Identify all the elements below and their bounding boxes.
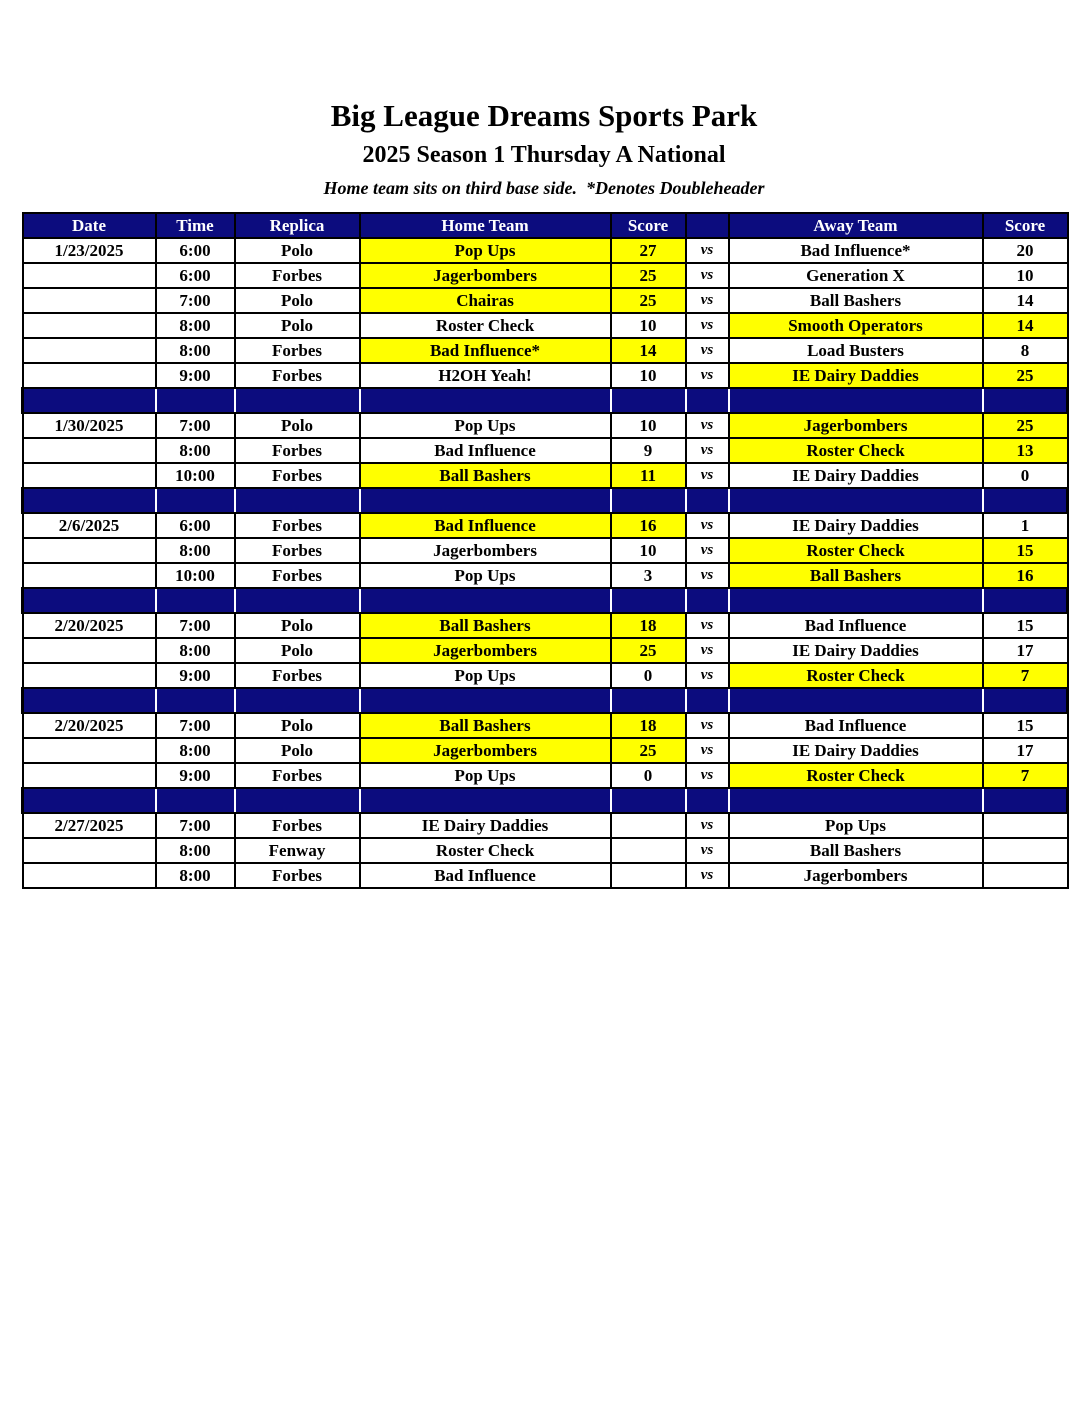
separator-cell [686, 588, 729, 613]
away-team-cell: Roster Check [729, 538, 983, 563]
home-score-cell [611, 813, 686, 838]
replica-cell: Forbes [235, 463, 360, 488]
game-row [23, 338, 1068, 363]
home-score-cell: 10 [611, 413, 686, 438]
time-cell: 8:00 [156, 738, 235, 763]
home-score-cell [611, 838, 686, 863]
away-score-cell: 14 [983, 288, 1068, 313]
home-team-cell: H2OH Yeah! [360, 363, 611, 388]
vs-cell: vs [686, 288, 729, 313]
header-home-score: Score [611, 213, 686, 238]
vs-cell: vs [686, 413, 729, 438]
away-team-cell: Bad Influence [729, 613, 983, 638]
time-cell: 8:00 [156, 638, 235, 663]
time-cell: 9:00 [156, 663, 235, 688]
home-score-cell: 0 [611, 663, 686, 688]
separator-cell [23, 588, 156, 613]
home-team-cell: Jagerbombers [360, 538, 611, 563]
home-score-cell: 14 [611, 338, 686, 363]
away-team-cell: Roster Check [729, 438, 983, 463]
game-row [23, 713, 1068, 738]
vs-cell: vs [686, 863, 729, 888]
vs-cell: vs [686, 713, 729, 738]
vs-cell: vs [686, 663, 729, 688]
away-score-cell: 0 [983, 463, 1068, 488]
game-row [23, 638, 1068, 663]
separator-cell [235, 488, 360, 513]
date-cell [23, 463, 156, 488]
separator-cell [23, 388, 156, 413]
header-vs-spacer [686, 213, 729, 238]
replica-cell: Forbes [235, 813, 360, 838]
header-time: Time [156, 213, 235, 238]
home-team-cell: Chairas [360, 288, 611, 313]
away-score-cell: 15 [983, 713, 1068, 738]
home-score-cell: 16 [611, 513, 686, 538]
separator-cell [23, 788, 156, 813]
home-team-cell: Bad Influence [360, 863, 611, 888]
date-cell [23, 863, 156, 888]
away-team-cell: Bad Influence [729, 713, 983, 738]
home-team-cell: Pop Ups [360, 663, 611, 688]
date-cell [23, 738, 156, 763]
away-team-cell: IE Dairy Daddies [729, 738, 983, 763]
page-note: Home team sits on third base side. *Denotes Doubleheader [323, 178, 765, 199]
time-cell: 7:00 [156, 713, 235, 738]
separator-cell [360, 488, 611, 513]
away-team-cell: Bad Influence* [729, 238, 983, 263]
away-team-cell: Load Busters [729, 338, 983, 363]
time-cell: 7:00 [156, 288, 235, 313]
date-cell [23, 538, 156, 563]
replica-cell: Forbes [235, 763, 360, 788]
date-cell: 2/20/2025 [23, 613, 156, 638]
home-team-cell: Pop Ups [360, 238, 611, 263]
vs-cell: vs [686, 813, 729, 838]
game-row [23, 413, 1068, 438]
game-row [23, 463, 1068, 488]
home-score-cell: 9 [611, 438, 686, 463]
home-team-cell: Ball Bashers [360, 713, 611, 738]
home-team-cell: Bad Influence [360, 513, 611, 538]
away-score-cell: 7 [983, 663, 1068, 688]
title-block [0, 98, 1088, 199]
time-cell: 9:00 [156, 763, 235, 788]
time-cell: 6:00 [156, 263, 235, 288]
away-team-cell: Roster Check [729, 663, 983, 688]
separator-cell [983, 388, 1068, 413]
time-cell: 6:00 [156, 238, 235, 263]
home-score-cell: 25 [611, 738, 686, 763]
separator-cell [611, 588, 686, 613]
separator-cell [360, 588, 611, 613]
date-cell [23, 288, 156, 313]
home-team-cell: Pop Ups [360, 563, 611, 588]
vs-cell: vs [686, 838, 729, 863]
separator-cell [611, 688, 686, 713]
vs-cell: vs [686, 563, 729, 588]
replica-cell: Polo [235, 613, 360, 638]
away-team-cell: IE Dairy Daddies [729, 463, 983, 488]
away-score-cell: 15 [983, 538, 1068, 563]
away-score-cell [983, 863, 1068, 888]
vs-cell: vs [686, 513, 729, 538]
away-score-cell: 13 [983, 438, 1068, 463]
separator-cell [360, 688, 611, 713]
game-row [23, 238, 1068, 263]
vs-cell: vs [686, 313, 729, 338]
home-team-cell: Jagerbombers [360, 738, 611, 763]
date-cell: 2/20/2025 [23, 713, 156, 738]
home-score-cell: 18 [611, 713, 686, 738]
game-row [23, 863, 1068, 888]
separator-cell [729, 388, 983, 413]
separator-cell [156, 388, 235, 413]
time-cell: 8:00 [156, 438, 235, 463]
time-cell: 7:00 [156, 813, 235, 838]
separator-cell [156, 588, 235, 613]
separator-cell [360, 788, 611, 813]
away-team-cell: Ball Bashers [729, 288, 983, 313]
home-score-cell: 11 [611, 463, 686, 488]
separator-cell [156, 488, 235, 513]
separator-cell [611, 788, 686, 813]
away-score-cell: 17 [983, 738, 1068, 763]
separator-row [23, 488, 1068, 513]
home-score-cell: 25 [611, 638, 686, 663]
away-score-cell: 15 [983, 613, 1068, 638]
date-cell: 1/30/2025 [23, 413, 156, 438]
schedule-table [21, 212, 1069, 889]
away-score-cell: 10 [983, 263, 1068, 288]
replica-cell: Forbes [235, 363, 360, 388]
home-team-cell: Ball Bashers [360, 613, 611, 638]
home-team-cell: IE Dairy Daddies [360, 813, 611, 838]
separator-cell [686, 688, 729, 713]
home-team-cell: Ball Bashers [360, 463, 611, 488]
header-home-team: Home Team [360, 213, 611, 238]
away-score-cell: 1 [983, 513, 1068, 538]
separator-cell [235, 388, 360, 413]
game-row [23, 288, 1068, 313]
replica-cell: Polo [235, 238, 360, 263]
replica-cell: Polo [235, 288, 360, 313]
home-team-cell: Roster Check [360, 313, 611, 338]
separator-cell [983, 688, 1068, 713]
replica-cell: Polo [235, 313, 360, 338]
schedule-table-body [23, 238, 1068, 888]
separator-cell [729, 688, 983, 713]
home-team-cell: Jagerbombers [360, 638, 611, 663]
header-away-score: Score [983, 213, 1068, 238]
date-cell [23, 313, 156, 338]
date-cell [23, 338, 156, 363]
date-cell [23, 838, 156, 863]
vs-cell: vs [686, 238, 729, 263]
separator-cell [156, 688, 235, 713]
separator-cell [156, 788, 235, 813]
separator-cell [729, 788, 983, 813]
away-team-cell: Smooth Operators [729, 313, 983, 338]
away-score-cell: 14 [983, 313, 1068, 338]
time-cell: 10:00 [156, 563, 235, 588]
home-score-cell: 10 [611, 313, 686, 338]
date-cell [23, 638, 156, 663]
vs-cell: vs [686, 538, 729, 563]
replica-cell: Forbes [235, 438, 360, 463]
vs-cell: vs [686, 463, 729, 488]
away-score-cell: 16 [983, 563, 1068, 588]
vs-cell: vs [686, 613, 729, 638]
date-cell [23, 263, 156, 288]
date-cell: 2/27/2025 [23, 813, 156, 838]
time-cell: 10:00 [156, 463, 235, 488]
replica-cell: Polo [235, 413, 360, 438]
home-score-cell: 10 [611, 363, 686, 388]
away-team-cell: Ball Bashers [729, 838, 983, 863]
header-away-team: Away Team [729, 213, 983, 238]
date-cell: 2/6/2025 [23, 513, 156, 538]
separator-cell [235, 588, 360, 613]
home-score-cell: 25 [611, 288, 686, 313]
home-team-cell: Bad Influence [360, 438, 611, 463]
game-row [23, 513, 1068, 538]
game-row [23, 663, 1068, 688]
away-team-cell: Ball Bashers [729, 563, 983, 588]
away-team-cell: Pop Ups [729, 813, 983, 838]
date-cell: 1/23/2025 [23, 238, 156, 263]
home-team-cell: Pop Ups [360, 413, 611, 438]
header-date: Date [23, 213, 156, 238]
game-row [23, 538, 1068, 563]
replica-cell: Forbes [235, 538, 360, 563]
vs-cell: vs [686, 363, 729, 388]
vs-cell: vs [686, 263, 729, 288]
separator-cell [235, 688, 360, 713]
separator-cell [686, 388, 729, 413]
date-cell [23, 438, 156, 463]
time-cell: 6:00 [156, 513, 235, 538]
home-team-cell: Bad Influence* [360, 338, 611, 363]
away-team-cell: IE Dairy Daddies [729, 513, 983, 538]
separator-cell [686, 488, 729, 513]
page-title: Big League Dreams Sports Park [330, 98, 758, 133]
game-row [23, 613, 1068, 638]
separator-cell [23, 488, 156, 513]
time-cell: 7:00 [156, 613, 235, 638]
game-row [23, 763, 1068, 788]
away-team-cell: Generation X [729, 263, 983, 288]
separator-cell [23, 688, 156, 713]
home-team-cell: Roster Check [360, 838, 611, 863]
away-team-cell: IE Dairy Daddies [729, 363, 983, 388]
separator-cell [611, 388, 686, 413]
separator-cell [360, 388, 611, 413]
away-score-cell: 20 [983, 238, 1068, 263]
date-cell [23, 763, 156, 788]
time-cell: 8:00 [156, 838, 235, 863]
time-cell: 8:00 [156, 538, 235, 563]
game-row [23, 813, 1068, 838]
replica-cell: Polo [235, 638, 360, 663]
home-score-cell: 3 [611, 563, 686, 588]
home-score-cell [611, 863, 686, 888]
game-row [23, 438, 1068, 463]
away-team-cell: IE Dairy Daddies [729, 638, 983, 663]
home-team-cell: Pop Ups [360, 763, 611, 788]
separator-row [23, 388, 1068, 413]
time-cell: 7:00 [156, 413, 235, 438]
replica-cell: Forbes [235, 663, 360, 688]
header-row [23, 213, 1068, 238]
home-score-cell: 25 [611, 263, 686, 288]
replica-cell: Forbes [235, 338, 360, 363]
game-row [23, 313, 1068, 338]
separator-row [23, 688, 1068, 713]
time-cell: 8:00 [156, 863, 235, 888]
date-cell [23, 663, 156, 688]
replica-cell: Forbes [235, 563, 360, 588]
home-score-cell: 0 [611, 763, 686, 788]
separator-cell [729, 488, 983, 513]
home-score-cell: 18 [611, 613, 686, 638]
vs-cell: vs [686, 738, 729, 763]
vs-cell: vs [686, 763, 729, 788]
separator-cell [611, 488, 686, 513]
away-score-cell [983, 813, 1068, 838]
game-row [23, 263, 1068, 288]
replica-cell: Polo [235, 738, 360, 763]
game-row [23, 363, 1068, 388]
vs-cell: vs [686, 438, 729, 463]
page-subtitle: 2025 Season 1 Thursday A National [362, 141, 726, 168]
separator-cell [983, 588, 1068, 613]
game-row [23, 563, 1068, 588]
away-team-cell: Roster Check [729, 763, 983, 788]
home-score-cell: 10 [611, 538, 686, 563]
vs-cell: vs [686, 638, 729, 663]
home-team-cell: Jagerbombers [360, 263, 611, 288]
away-team-cell: Jagerbombers [729, 863, 983, 888]
home-score-cell: 27 [611, 238, 686, 263]
game-row [23, 838, 1068, 863]
away-score-cell: 25 [983, 413, 1068, 438]
replica-cell: Polo [235, 713, 360, 738]
game-row [23, 738, 1068, 763]
away-score-cell: 25 [983, 363, 1068, 388]
away-team-cell: Jagerbombers [729, 413, 983, 438]
away-score-cell: 7 [983, 763, 1068, 788]
date-cell [23, 563, 156, 588]
separator-cell [729, 588, 983, 613]
away-score-cell [983, 838, 1068, 863]
replica-cell: Forbes [235, 863, 360, 888]
time-cell: 8:00 [156, 313, 235, 338]
separator-cell [983, 488, 1068, 513]
separator-cell [235, 788, 360, 813]
replica-cell: Forbes [235, 513, 360, 538]
separator-cell [686, 788, 729, 813]
separator-cell [983, 788, 1068, 813]
replica-cell: Forbes [235, 263, 360, 288]
date-cell [23, 363, 156, 388]
separator-row [23, 588, 1068, 613]
away-score-cell: 17 [983, 638, 1068, 663]
vs-cell: vs [686, 338, 729, 363]
replica-cell: Fenway [235, 838, 360, 863]
time-cell: 9:00 [156, 363, 235, 388]
time-cell: 8:00 [156, 338, 235, 363]
separator-row [23, 788, 1068, 813]
away-score-cell: 8 [983, 338, 1068, 363]
header-replica: Replica [235, 213, 360, 238]
